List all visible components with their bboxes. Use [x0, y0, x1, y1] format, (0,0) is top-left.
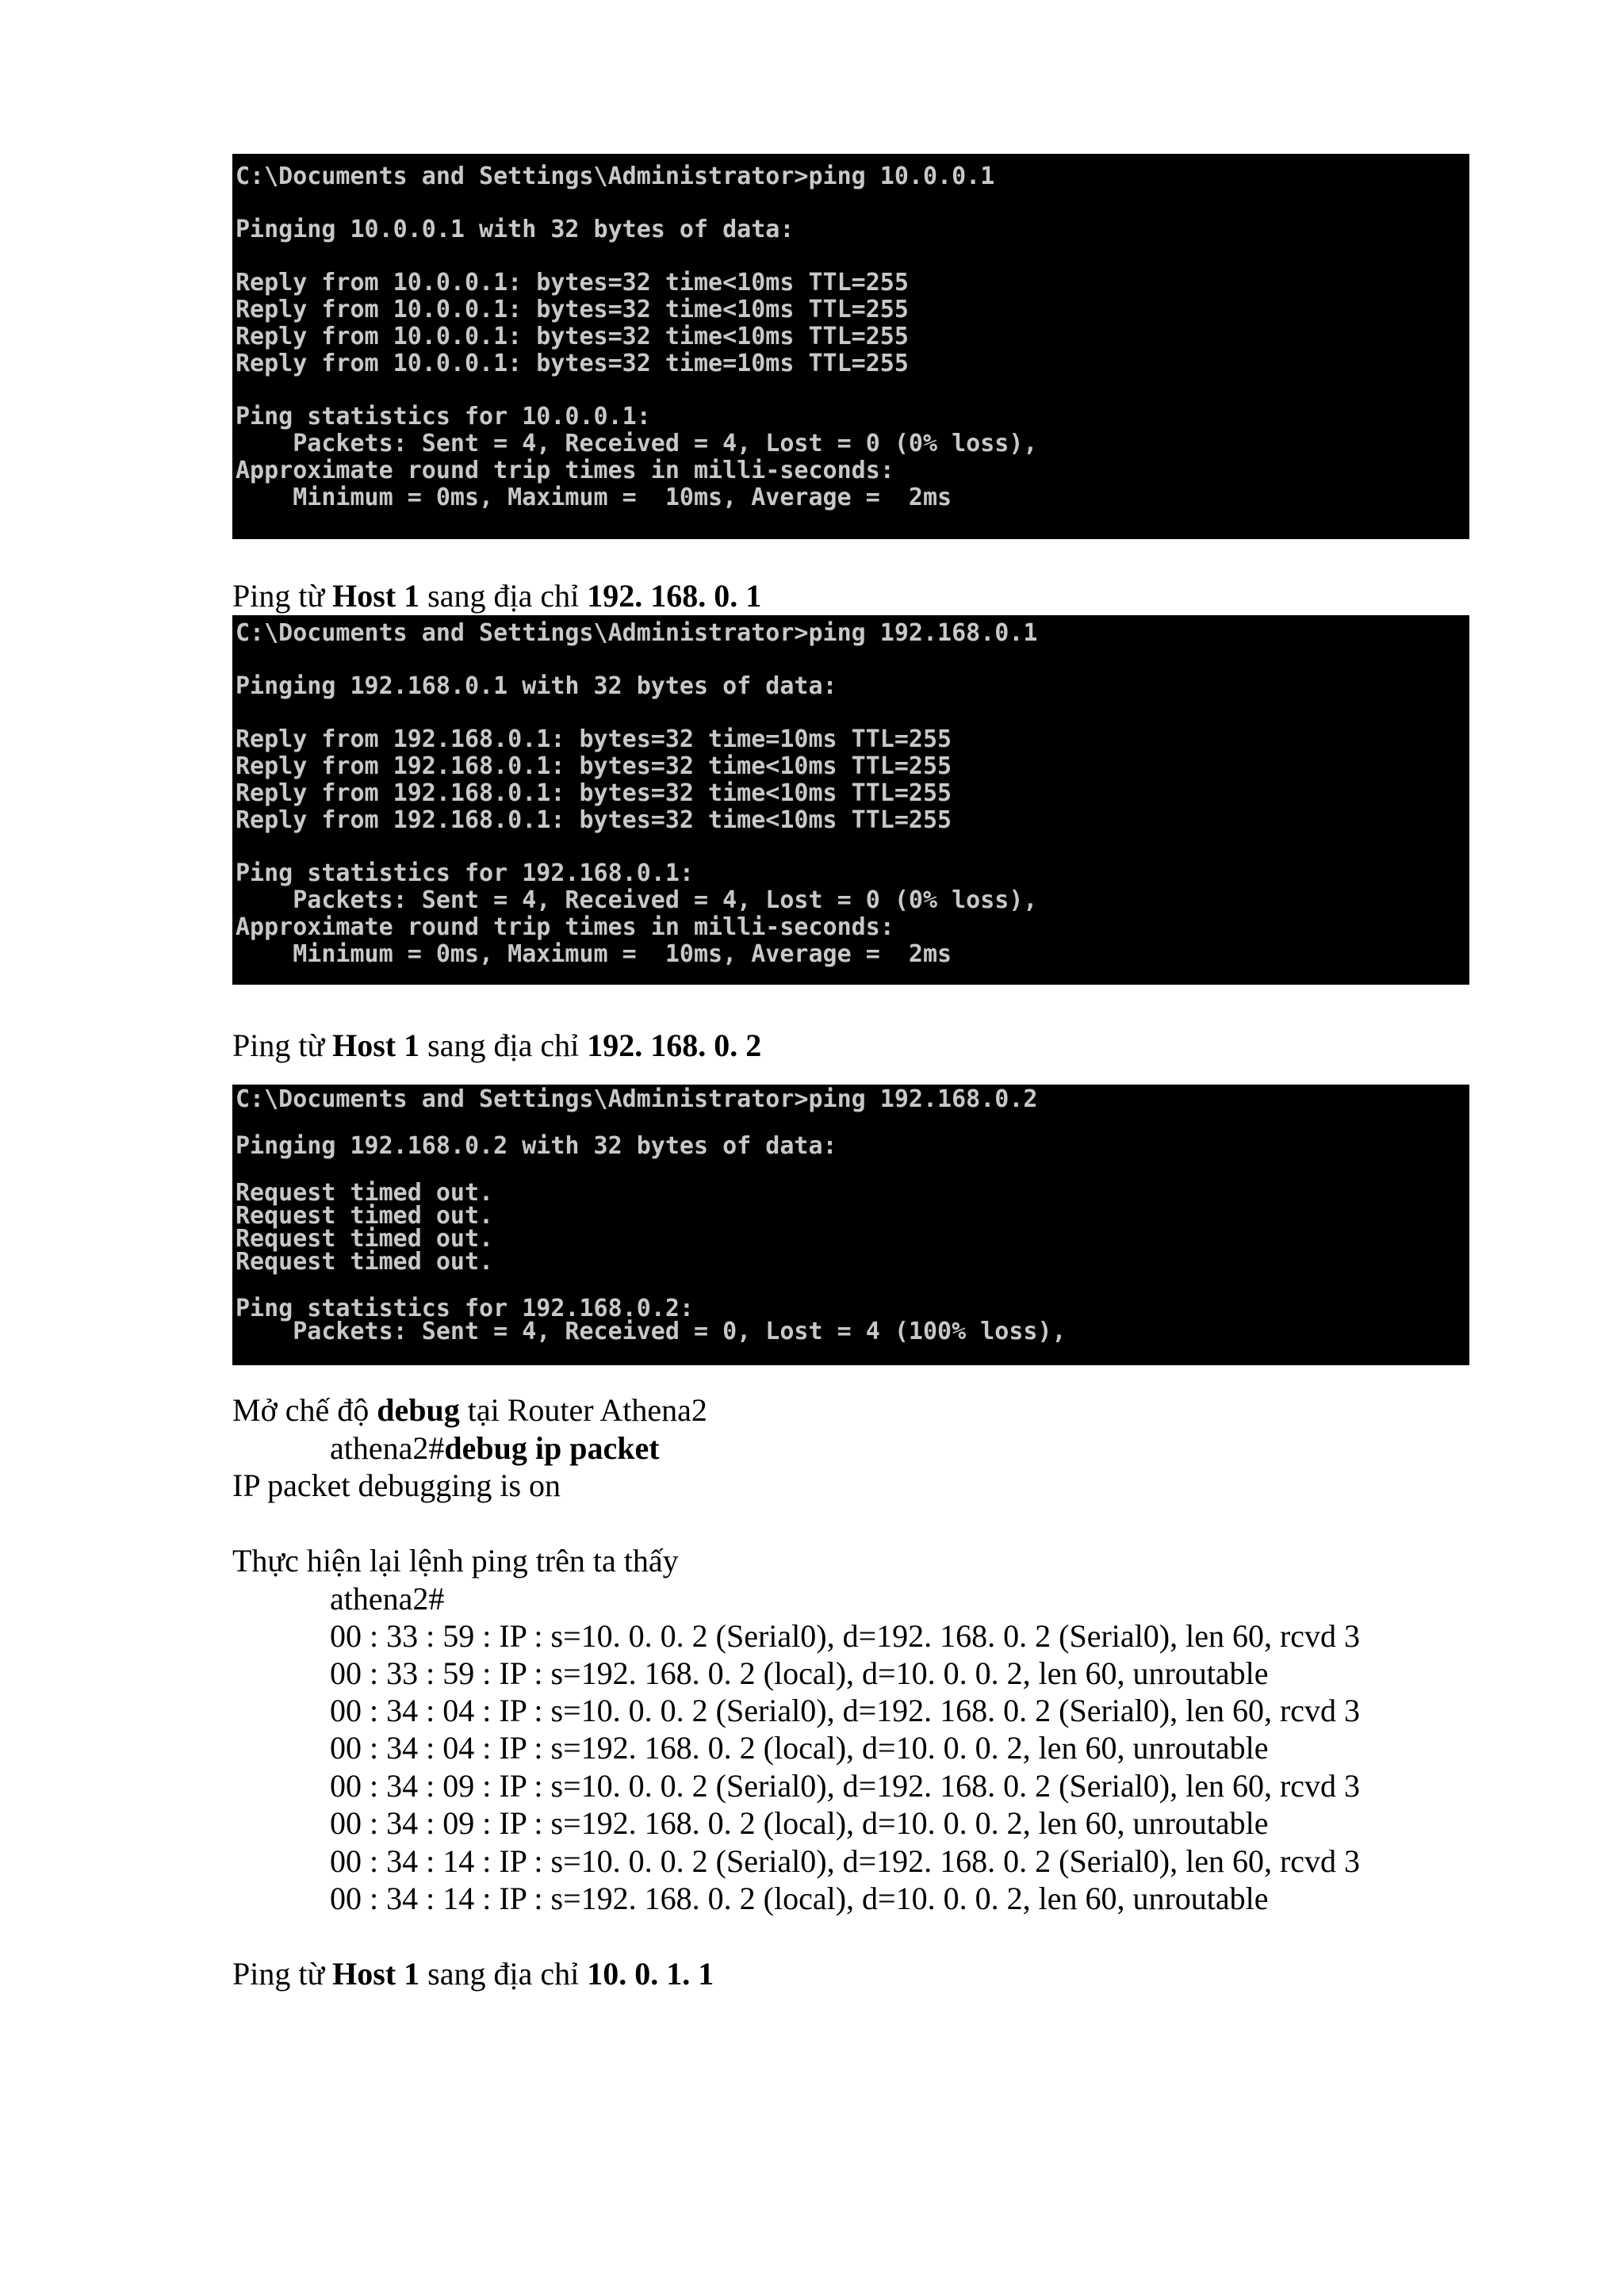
debug-log-line: 00 : 34 : 04 : IP : s=192. 168. 0. 2 (local), d=10. 0. 0. 2, len 60, unroutable	[330, 1730, 1269, 1766]
terminal-screenshot-ping-192-168-0-2	[232, 1085, 1469, 1365]
terminal-line: Approximate round trip times in milli-seconds:	[236, 913, 894, 941]
terminal-line: Packets: Sent = 4, Received = 4, Lost = 0 (0% loss),	[236, 430, 1038, 457]
terminal-line: Reply from 10.0.0.1: bytes=32 time<10ms TTL=255	[236, 269, 909, 297]
terminal-line: Pinging 192.168.0.1 with 32 bytes of data:	[236, 672, 837, 700]
host-name: Host 1	[332, 578, 420, 614]
target-address: 192. 168. 0. 2	[587, 1027, 762, 1063]
host-name: Host 1	[332, 1956, 420, 1992]
terminal-line: Ping statistics for 192.168.0.2:	[236, 1295, 694, 1322]
terminal-line: Request timed out.	[236, 1179, 494, 1207]
result-prompt: athena2#	[330, 1581, 445, 1617]
terminal-line: Reply from 192.168.0.1: bytes=32 time<10ms TTL=255	[236, 779, 952, 807]
terminal-line: Minimum = 0ms, Maximum = 10ms, Average = 2ms	[236, 940, 952, 968]
debug-command: athena2#debug ip packet	[330, 1430, 660, 1466]
terminal-line: Reply from 10.0.0.1: bytes=32 time=10ms TTL=255	[236, 350, 909, 377]
terminal-line: Request timed out.	[236, 1225, 494, 1253]
terminal-line: Approximate round trip times in milli-seconds:	[236, 457, 894, 484]
terminal-line: Reply from 192.168.0.1: bytes=32 time=10ms TTL=255	[236, 725, 952, 753]
terminal-line: Pinging 192.168.0.2 with 32 bytes of data:	[236, 1132, 837, 1160]
terminal-screenshot-ping-10-0-0-1	[232, 154, 1469, 539]
terminal-line: Reply from 10.0.0.1: bytes=32 time<10ms TTL=255	[236, 323, 909, 350]
terminal-line: C:\Documents and Settings\Administrator>ping 192.168.0.2	[236, 1085, 1038, 1113]
debug-status: IP packet debugging is on	[232, 1468, 561, 1503]
terminal-screenshot-ping-192-168-0-1	[232, 615, 1469, 985]
debug-log-line: 00 : 34 : 09 : IP : s=10. 0. 0. 2 (Serial0), d=192. 168. 0. 2 (Serial0), len 60, rcvd 3	[330, 1768, 1361, 1804]
target-address: 192. 168. 0. 1	[587, 578, 762, 614]
terminal-line: Reply from 10.0.0.1: bytes=32 time<10ms TTL=255	[236, 296, 909, 323]
debug-log-line: 00 : 33 : 59 : IP : s=10. 0. 0. 2 (Serial0), d=192. 168. 0. 2 (Serial0), len 60, rcvd 3	[330, 1618, 1361, 1654]
caption-ping-192-168-0-1: Ping từ Host 1 sang địa chỉ 192. 168. 0. 1	[232, 578, 762, 614]
caption-ping-192-168-0-2: Ping từ Host 1 sang địa chỉ 192. 168. 0. 2	[232, 1027, 762, 1063]
debug-log-line: 00 : 33 : 59 : IP : s=192. 168. 0. 2 (local), d=10. 0. 0. 2, len 60, unroutable	[330, 1655, 1269, 1691]
terminal-line: Request timed out.	[236, 1248, 494, 1276]
debug-log-line: 00 : 34 : 09 : IP : s=192. 168. 0. 2 (local), d=10. 0. 0. 2, len 60, unroutable	[330, 1805, 1269, 1841]
terminal-line: Reply from 192.168.0.1: bytes=32 time<10ms TTL=255	[236, 752, 952, 780]
debug-log-line: 00 : 34 : 04 : IP : s=10. 0. 0. 2 (Serial0), d=192. 168. 0. 2 (Serial0), len 60, rcvd 3	[330, 1693, 1361, 1728]
terminal-line: Reply from 192.168.0.1: bytes=32 time<10ms TTL=255	[236, 806, 952, 834]
terminal-line: Minimum = 0ms, Maximum = 10ms, Average = 2ms	[236, 484, 952, 511]
terminal-line: C:\Documents and Settings\Administrator>ping 192.168.0.1	[236, 619, 1038, 647]
terminal-line: Packets: Sent = 4, Received = 0, Lost = 4 (100% loss),	[236, 1318, 1067, 1345]
result-intro: Thực hiện lại lệnh ping trên ta thấy	[232, 1543, 679, 1578]
debug-log-line: 00 : 34 : 14 : IP : s=10. 0. 0. 2 (Serial0), d=192. 168. 0. 2 (Serial0), len 60, rcvd 3	[330, 1843, 1361, 1879]
terminal-line: Packets: Sent = 4, Received = 4, Lost = 0 (0% loss),	[236, 886, 1038, 914]
host-name: Host 1	[332, 1027, 420, 1063]
debug-log-line: 00 : 34 : 14 : IP : s=192. 168. 0. 2 (local), d=10. 0. 0. 2, len 60, unroutable	[330, 1881, 1269, 1916]
caption-ping-10-0-1-1: Ping từ Host 1 sang địa chỉ 10. 0. 1. 1	[232, 1956, 714, 1992]
debug-intro: Mở chế độ debug tại Router Athena2	[232, 1392, 707, 1428]
target-address: 10. 0. 1. 1	[587, 1956, 714, 1992]
terminal-line: Ping statistics for 10.0.0.1:	[236, 403, 651, 430]
terminal-line: Pinging 10.0.0.1 with 32 bytes of data:	[236, 216, 795, 243]
terminal-line: Ping statistics for 192.168.0.1:	[236, 859, 694, 887]
terminal-line: Request timed out.	[236, 1202, 494, 1230]
terminal-line: C:\Documents and Settings\Administrator>ping 10.0.0.1	[236, 163, 995, 190]
